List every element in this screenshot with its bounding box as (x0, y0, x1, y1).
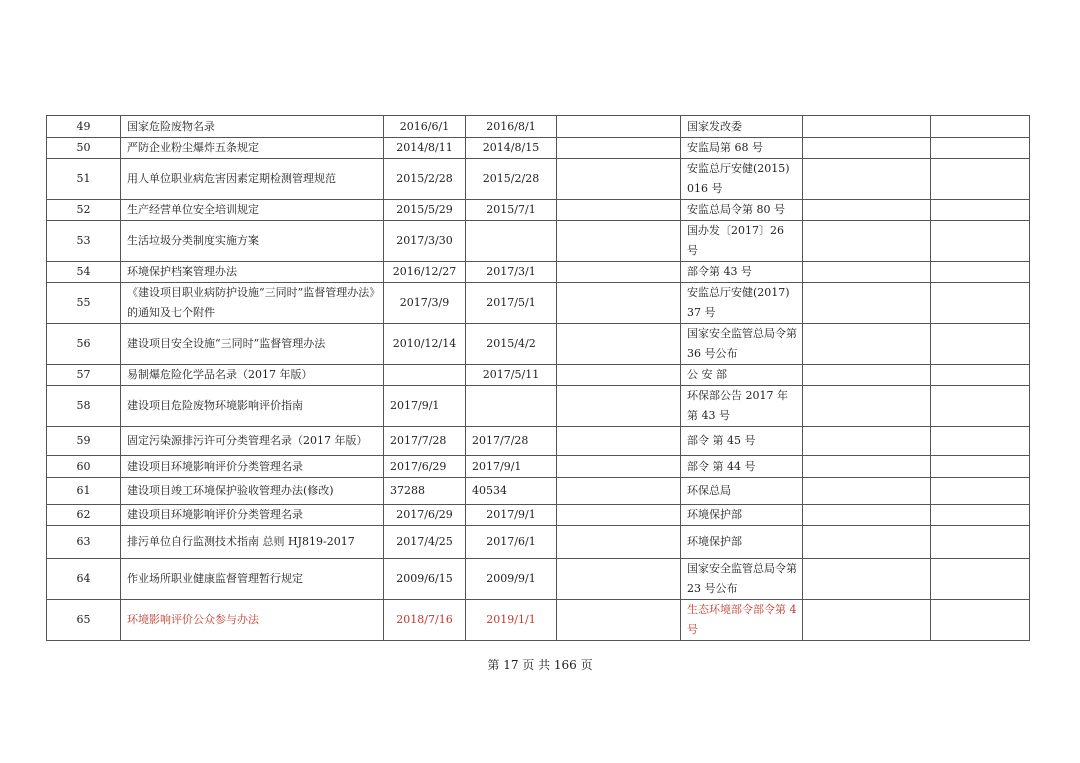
effective-date: 2015/4/2 (466, 324, 557, 365)
effective-date: 40534 (466, 478, 557, 505)
empty-cell (803, 324, 931, 365)
issuing-authority: 部令第 43 号 (681, 262, 803, 283)
row-number: 59 (47, 427, 121, 456)
empty-cell (931, 365, 1030, 386)
row-number: 51 (47, 159, 121, 200)
row-number: 56 (47, 324, 121, 365)
table-row (47, 221, 1030, 262)
empty-cell (931, 221, 1030, 262)
effective-date: 2019/1/1 (466, 600, 557, 641)
issuing-authority: 国家发改委 (681, 116, 803, 138)
table-row (47, 262, 1030, 283)
regulation-name: 生产经营单位安全培训规定 (121, 200, 384, 221)
effective-date: 2017/5/1 (466, 283, 557, 324)
issue-date: 2015/5/29 (384, 200, 466, 221)
issuing-authority: 生态环境部令部令第 4 号 (681, 600, 803, 641)
empty-cell (557, 386, 681, 427)
empty-cell (803, 159, 931, 200)
empty-cell (931, 600, 1030, 641)
empty-cell (803, 283, 931, 324)
issuing-authority: 环保部公告 2017 年第 43 号 (681, 386, 803, 427)
empty-cell (803, 138, 931, 159)
row-number: 52 (47, 200, 121, 221)
empty-cell (557, 159, 681, 200)
issue-date: 2017/3/9 (384, 283, 466, 324)
table-row (47, 200, 1030, 221)
empty-cell (931, 526, 1030, 559)
regulation-name: 易制爆危险化学品名录（2017 年版） (121, 365, 384, 386)
effective-date: 2017/3/1 (466, 262, 557, 283)
row-number: 54 (47, 262, 121, 283)
regulation-name: 生活垃圾分类制度实施方案 (121, 221, 384, 262)
table-row (47, 138, 1030, 159)
empty-cell (931, 505, 1030, 526)
row-number: 61 (47, 478, 121, 505)
empty-cell (931, 456, 1030, 478)
empty-cell (557, 262, 681, 283)
empty-cell (931, 478, 1030, 505)
issue-date: 2017/6/29 (384, 456, 466, 478)
issue-date: 2010/12/14 (384, 324, 466, 365)
empty-cell (931, 324, 1030, 365)
regulation-name: 环境影响评价公众参与办法 (121, 600, 384, 641)
empty-cell (557, 200, 681, 221)
issuing-authority: 部令 第 45 号 (681, 427, 803, 456)
issuing-authority: 国办发〔2017〕26 号 (681, 221, 803, 262)
row-number: 53 (47, 221, 121, 262)
table-row (47, 324, 1030, 365)
effective-date: 2014/8/15 (466, 138, 557, 159)
effective-date: 2017/6/1 (466, 526, 557, 559)
table-row (47, 478, 1030, 505)
empty-cell (803, 427, 931, 456)
empty-cell (931, 427, 1030, 456)
issuing-authority: 环保总局 (681, 478, 803, 505)
empty-cell (931, 283, 1030, 324)
empty-cell (803, 478, 931, 505)
issue-date: 2017/4/25 (384, 526, 466, 559)
regulation-name: 环境保护档案管理办法 (121, 262, 384, 283)
page-footer: 第 17 页 共 166 页 (487, 658, 593, 672)
row-number: 64 (47, 559, 121, 600)
issuing-authority: 环境保护部 (681, 505, 803, 526)
table-row (47, 116, 1030, 138)
issuing-authority: 安监局第 68 号 (681, 138, 803, 159)
empty-cell (803, 200, 931, 221)
issue-date: 2016/12/27 (384, 262, 466, 283)
effective-date: 2009/9/1 (466, 559, 557, 600)
empty-cell (931, 138, 1030, 159)
empty-cell (803, 600, 931, 641)
empty-cell (557, 427, 681, 456)
issue-date: 2018/7/16 (384, 600, 466, 641)
regulation-name: 作业场所职业健康监督管理暂行规定 (121, 559, 384, 600)
empty-cell (931, 200, 1030, 221)
table-row (47, 559, 1030, 600)
table-row (47, 365, 1030, 386)
issue-date: 2014/8/11 (384, 138, 466, 159)
regulation-name: 固定污染源排污许可分类管理名录（2017 年版） (121, 427, 384, 456)
empty-cell (803, 221, 931, 262)
issue-date: 37288 (384, 478, 466, 505)
empty-cell (557, 221, 681, 262)
row-number: 63 (47, 526, 121, 559)
regulation-name: 严防企业粉尘爆炸五条规定 (121, 138, 384, 159)
table-row (47, 159, 1030, 200)
empty-cell (557, 138, 681, 159)
issuing-authority: 安监总局令第 80 号 (681, 200, 803, 221)
empty-cell (557, 365, 681, 386)
row-number: 58 (47, 386, 121, 427)
table-row (47, 600, 1030, 641)
empty-cell (557, 116, 681, 138)
table-row (47, 386, 1030, 427)
issue-date: 2015/2/28 (384, 159, 466, 200)
table-row (47, 427, 1030, 456)
empty-cell (557, 600, 681, 641)
empty-cell (803, 116, 931, 138)
empty-cell (931, 386, 1030, 427)
empty-cell (803, 456, 931, 478)
empty-cell (557, 559, 681, 600)
row-number: 57 (47, 365, 121, 386)
regulation-name: 建设项目环境影响评价分类管理名录 (121, 505, 384, 526)
empty-cell (931, 116, 1030, 138)
empty-cell (803, 386, 931, 427)
regulation-name: 国家危险废物名录 (121, 116, 384, 138)
table-body (47, 116, 1030, 641)
empty-cell (803, 365, 931, 386)
empty-cell (931, 262, 1030, 283)
regulation-name: 建设项目安全设施“三同时”监督管理办法 (121, 324, 384, 365)
regulation-name: 建设项目危险废物环境影响评价指南 (121, 386, 384, 427)
issue-date: 2017/6/29 (384, 505, 466, 526)
empty-cell (557, 526, 681, 559)
issuing-authority: 环境保护部 (681, 526, 803, 559)
regulation-name: 排污单位自行监测技术指南 总则 HJ819-2017 (121, 526, 384, 559)
table-row (47, 526, 1030, 559)
empty-cell (557, 505, 681, 526)
empty-cell (803, 559, 931, 600)
empty-cell (803, 526, 931, 559)
empty-cell (803, 262, 931, 283)
empty-cell (931, 559, 1030, 600)
empty-cell (803, 505, 931, 526)
issuing-authority: 国家安全监管总局令第 23 号公布 (681, 559, 803, 600)
issue-date: 2017/7/28 (384, 427, 466, 456)
empty-cell (931, 159, 1030, 200)
regulation-name: 建设项目竣工环境保护验收管理办法(修改) (121, 478, 384, 505)
table-row (47, 283, 1030, 324)
row-number: 65 (47, 600, 121, 641)
issuing-authority: 安监总厅安健(2017) 37 号 (681, 283, 803, 324)
issue-date: 2017/9/1 (384, 386, 466, 427)
row-number: 60 (47, 456, 121, 478)
issue-date: 2017/3/30 (384, 221, 466, 262)
empty-cell (557, 283, 681, 324)
effective-date (466, 221, 557, 262)
regulation-name: 《建设项目职业病防护设施“三同时”监督管理办法》的通知及七个附件 (121, 283, 384, 324)
effective-date: 2017/9/1 (466, 456, 557, 478)
effective-date: 2017/9/1 (466, 505, 557, 526)
effective-date: 2015/7/1 (466, 200, 557, 221)
table-row (47, 505, 1030, 526)
row-number: 49 (47, 116, 121, 138)
empty-cell (557, 324, 681, 365)
issue-date: 2016/6/1 (384, 116, 466, 138)
issuing-authority: 安监总厅安健(2015) 016 号 (681, 159, 803, 200)
issuing-authority: 部令 第 44 号 (681, 456, 803, 478)
effective-date (466, 386, 557, 427)
regulations-table (46, 115, 1030, 641)
issuing-authority: 国家安全监管总局令第 36 号公布 (681, 324, 803, 365)
table-row (47, 456, 1030, 478)
empty-cell (557, 456, 681, 478)
issue-date (384, 365, 466, 386)
row-number: 55 (47, 283, 121, 324)
row-number: 62 (47, 505, 121, 526)
issuing-authority: 公 安 部 (681, 365, 803, 386)
empty-cell (557, 478, 681, 505)
effective-date: 2015/2/28 (466, 159, 557, 200)
effective-date: 2017/7/28 (466, 427, 557, 456)
effective-date: 2017/5/11 (466, 365, 557, 386)
issue-date: 2009/6/15 (384, 559, 466, 600)
regulation-name: 用人单位职业病危害因素定期检测管理规范 (121, 159, 384, 200)
regulation-name: 建设项目环境影响评价分类管理名录 (121, 456, 384, 478)
row-number: 50 (47, 138, 121, 159)
effective-date: 2016/8/1 (466, 116, 557, 138)
